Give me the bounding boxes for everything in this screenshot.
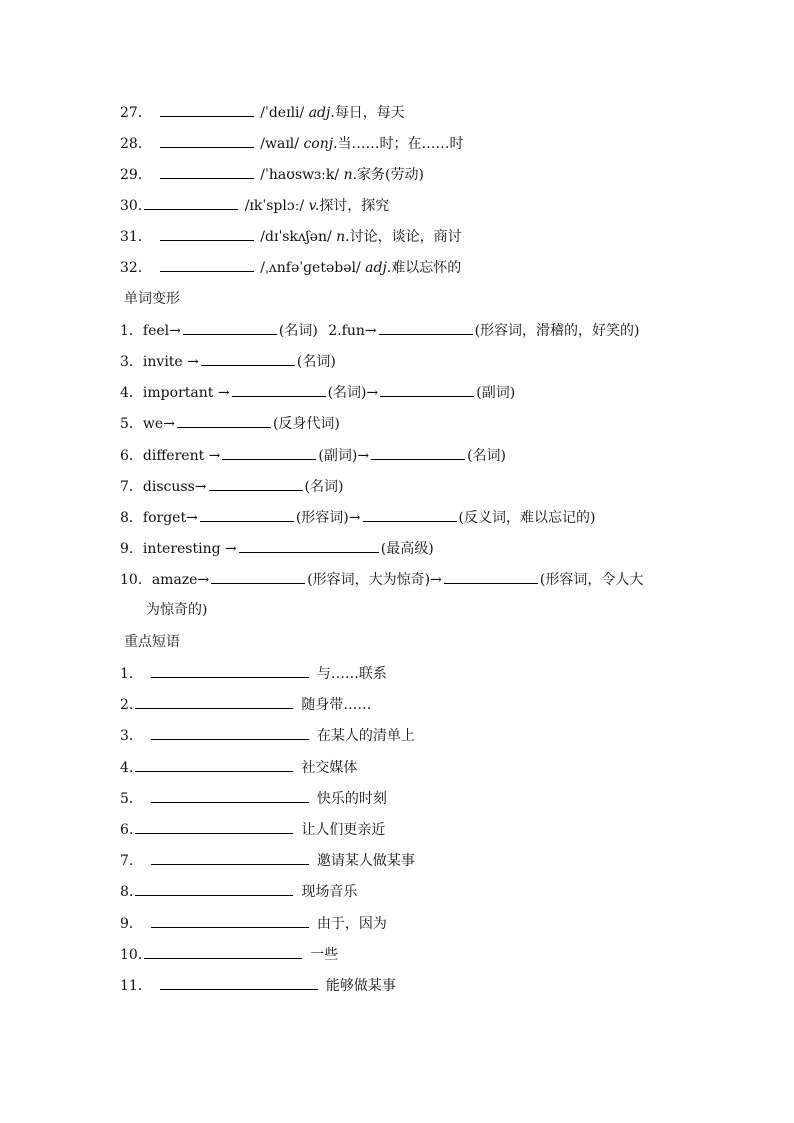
meaning: 随身带…… — [301, 697, 372, 713]
phonetic: /ˌʌnfəˈɡetəbəl/ — [260, 260, 361, 276]
answer-blank[interactable] — [239, 537, 379, 553]
phrase-item — [120, 724, 415, 746]
item-number: 27． — [120, 105, 152, 121]
item-number: 29． — [120, 167, 152, 183]
hint: (形容词，大为惊奇) — [307, 572, 431, 588]
arrow-icon: → — [357, 448, 370, 464]
hint: (形容词，令人大 — [539, 572, 644, 588]
arrow-icon: → — [364, 323, 377, 339]
item-number: 5． — [120, 416, 143, 432]
item-number: 6. — [120, 822, 134, 838]
phrase-item — [120, 880, 357, 902]
answer-blank[interactable] — [200, 506, 294, 522]
part-of-speech: conj. — [303, 136, 338, 152]
word-form-item — [120, 444, 506, 466]
answer-blank[interactable] — [160, 256, 254, 272]
hint: (副词) — [476, 385, 516, 401]
word-form-item — [120, 412, 340, 434]
item-number: 8. — [120, 884, 134, 900]
part-of-speech: n. — [336, 229, 350, 245]
phrase-item — [120, 912, 387, 934]
answer-blank[interactable] — [379, 319, 473, 335]
phonetic: /ˈdeɪli/ — [260, 105, 305, 121]
meaning: 探讨，探究 — [319, 198, 390, 214]
item-number: 31． — [120, 229, 152, 245]
answer-blank[interactable] — [151, 912, 309, 928]
answer-blank[interactable] — [144, 943, 302, 959]
item-number: 4. — [120, 760, 134, 776]
answer-blank[interactable] — [363, 506, 457, 522]
item-number: 3． — [120, 354, 143, 370]
phrase-item — [120, 818, 385, 840]
part-of-speech: v. — [308, 198, 320, 214]
item-number: 9． — [120, 541, 143, 557]
answer-blank[interactable] — [144, 194, 238, 210]
item-number: 2. — [120, 697, 134, 713]
part-of-speech: adj. — [365, 260, 392, 276]
meaning: 与……联系 — [316, 666, 387, 682]
phrase-item — [120, 943, 338, 965]
part-of-speech: adj. — [308, 105, 335, 121]
item-number: 11． — [120, 978, 152, 994]
answer-blank[interactable] — [444, 568, 538, 584]
arrow-icon: → — [217, 385, 230, 401]
hint: (反义词，难以忘记的) — [458, 510, 596, 526]
base-word: we — [142, 416, 164, 432]
hint: (名词) — [296, 354, 336, 370]
hint: (名词) — [278, 323, 318, 339]
answer-blank[interactable] — [183, 319, 277, 335]
base-word: feel — [142, 323, 170, 339]
word-form-item — [120, 350, 336, 372]
meaning: 现场音乐 — [301, 884, 358, 900]
vocab-item — [120, 163, 424, 185]
item-number: 6． — [120, 448, 143, 464]
phonetic: /dɪˈskʌʃən/ — [260, 229, 332, 245]
base-word: different — [142, 448, 205, 464]
arrow-icon: → — [430, 572, 442, 588]
answer-blank[interactable] — [371, 444, 465, 460]
answer-blank[interactable] — [160, 132, 254, 148]
arrow-icon: → — [366, 385, 379, 401]
answer-blank[interactable] — [151, 724, 309, 740]
answer-blank[interactable] — [222, 444, 316, 460]
vocab-item — [120, 225, 462, 247]
arrow-icon: → — [194, 479, 207, 495]
arrow-icon: → — [348, 510, 361, 526]
arrow-icon: → — [186, 510, 198, 526]
answer-blank[interactable] — [177, 412, 271, 428]
hint: (名词) — [327, 385, 367, 401]
hint: (反身代词) — [272, 416, 340, 432]
answer-blank[interactable] — [211, 568, 305, 584]
vocab-item — [120, 194, 389, 216]
item-number: 1． — [120, 666, 143, 682]
base-word: discuss — [142, 479, 195, 495]
answer-blank[interactable] — [151, 849, 309, 865]
answer-blank[interactable] — [209, 475, 303, 491]
hint: (副词) — [318, 448, 358, 464]
answer-blank[interactable] — [135, 880, 293, 896]
meaning: 能够做某事 — [325, 978, 396, 994]
base-word: important — [142, 385, 214, 401]
answer-blank[interactable] — [201, 350, 295, 366]
base-word: invite — [142, 354, 183, 370]
vocab-item — [120, 132, 464, 154]
hint: (形容词，滑稽的，好笑的) — [474, 323, 640, 339]
item-number: 10. — [120, 947, 143, 963]
phrase-item — [120, 756, 357, 778]
item-number: 7． — [120, 853, 143, 869]
answer-blank[interactable] — [151, 787, 309, 803]
vocab-item — [120, 256, 461, 278]
hint: (形容词) — [295, 510, 349, 526]
word-form-item — [120, 381, 515, 403]
item-number: 28． — [120, 136, 152, 152]
word-form-item — [120, 537, 434, 559]
word-form-item — [120, 568, 643, 590]
meaning: 在某人的清单上 — [316, 728, 415, 744]
phrase-item — [120, 787, 387, 809]
part-of-speech: n. — [343, 167, 358, 183]
meaning: 讨论，谈论，商讨 — [349, 229, 462, 245]
word-form-item — [120, 319, 640, 341]
item-number: 5． — [120, 791, 143, 807]
phrase-item — [120, 693, 371, 715]
item-number: 9． — [120, 916, 143, 932]
arrow-icon: → — [225, 541, 237, 557]
phonetic: /ˈhaʊswɜːk/ — [260, 167, 340, 183]
answer-blank[interactable] — [135, 693, 293, 709]
answer-blank[interactable] — [135, 756, 293, 772]
answer-blank[interactable] — [160, 225, 254, 241]
arrow-icon: → — [208, 448, 221, 464]
meaning: 让人们更亲近 — [301, 822, 386, 838]
answer-blank[interactable] — [380, 381, 474, 397]
meaning: 每日，每天 — [334, 105, 405, 121]
item-number: 32． — [120, 260, 152, 276]
item-number: 3． — [120, 728, 143, 744]
meaning: 当……时；在……时 — [337, 136, 464, 152]
item-number: 10． — [120, 572, 152, 588]
answer-blank[interactable] — [135, 818, 293, 834]
item-number: 2. — [328, 323, 342, 339]
phrase-item — [120, 662, 387, 684]
item-number: 8． — [120, 510, 143, 526]
answer-blank[interactable] — [232, 381, 326, 397]
phrase-item — [120, 849, 415, 871]
word-form-item — [120, 506, 595, 528]
word-form-item — [120, 475, 343, 497]
arrow-icon: → — [187, 354, 199, 370]
hint: (最高级) — [380, 541, 434, 557]
section-heading-word-forms: 单词变形 — [124, 291, 180, 307]
phonetic: /ɪkˈsplɔː/ — [244, 198, 305, 214]
base-word: amaze — [151, 572, 198, 588]
meaning: 家务(劳动) — [357, 167, 424, 183]
item-number: 7． — [120, 479, 143, 495]
arrow-icon: → — [197, 572, 210, 588]
hint: (名词) — [304, 479, 344, 495]
answer-blank[interactable] — [151, 662, 309, 678]
meaning: 由于，因为 — [316, 916, 387, 932]
meaning: 快乐的时刻 — [316, 791, 387, 807]
word-form-item-continuation: 为惊奇的) — [146, 602, 208, 618]
base-word: fun — [341, 323, 365, 339]
answer-blank[interactable] — [160, 163, 254, 179]
item-number: 4． — [120, 385, 143, 401]
answer-blank[interactable] — [160, 101, 254, 117]
phrase-item — [120, 974, 396, 996]
arrow-icon: → — [163, 416, 175, 432]
meaning: 社交媒体 — [301, 760, 358, 776]
meaning: 难以忘怀的 — [391, 260, 462, 276]
section-heading-phrases: 重点短语 — [124, 634, 180, 650]
answer-blank[interactable] — [160, 974, 318, 990]
phonetic: /waɪl/ — [260, 136, 299, 152]
hint: (名词) — [467, 448, 507, 464]
meaning: 一些 — [310, 947, 339, 963]
base-word: forget — [142, 510, 187, 526]
item-number: 1． — [120, 323, 143, 339]
item-number: 30. — [120, 198, 143, 214]
base-word: interesting — [142, 541, 221, 557]
vocab-item — [120, 101, 405, 123]
arrow-icon: → — [169, 323, 181, 339]
meaning: 邀请某人做某事 — [316, 853, 415, 869]
